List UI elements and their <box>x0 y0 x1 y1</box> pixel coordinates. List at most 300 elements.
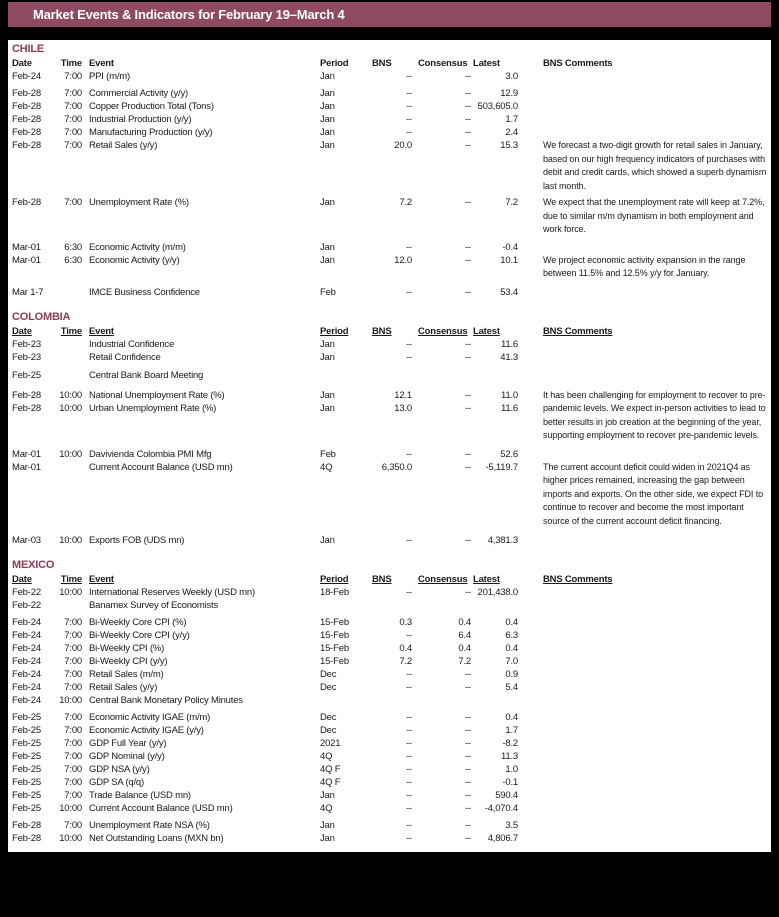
cell-date: Feb-24 <box>12 669 41 680</box>
cell-time: 7:00 <box>64 777 82 788</box>
event-row <box>10 724 518 737</box>
cell-time: 7:00 <box>64 114 82 125</box>
cell-consensus: -- <box>465 461 471 473</box>
cell-time: 7:00 <box>64 682 82 693</box>
cell-time <box>50 351 82 364</box>
column-header-comments: BNS Comments <box>543 574 613 585</box>
cell-event: Current Account Balance (USD mn) <box>89 803 233 814</box>
cell-time: 6:30 <box>64 241 82 253</box>
cell-bns: 13.0 <box>394 402 412 414</box>
event-row <box>10 711 518 724</box>
cell-date: Feb-25 <box>12 803 41 814</box>
event-row <box>10 599 518 612</box>
cell-consensus: 0.4 <box>458 617 471 628</box>
cell-bns: -- <box>406 630 412 641</box>
cell-comments: We expect that the unemployment rate will keep at 7.2%, due to similar m/m dynamism in both employment and work force. <box>543 197 765 234</box>
cell-time: 7:00 <box>64 790 82 801</box>
event-row <box>10 655 518 668</box>
event-group <box>10 241 769 254</box>
cell-latest: 2.4 <box>505 127 518 138</box>
cell-time: 10:00 <box>59 695 82 706</box>
cell-consensus: -- <box>465 114 471 125</box>
column-header-time: Time <box>60 325 82 337</box>
cell-latest: 0.4 <box>505 712 518 723</box>
cell-time: 7:00 <box>64 127 82 138</box>
cell-date: Mar 1-7 <box>12 286 44 298</box>
cell-latest: 53.4 <box>500 286 518 298</box>
sections-container <box>10 43 769 845</box>
cell-consensus: -- <box>465 402 471 414</box>
cell-bns: -- <box>406 712 412 723</box>
cell-time: 6:30 <box>64 254 82 266</box>
event-row <box>10 351 518 364</box>
cell-consensus: -- <box>465 777 471 788</box>
cell-period: Jan <box>320 114 335 125</box>
cell-date: Feb-23 <box>12 351 41 363</box>
cell-date: Mar-01 <box>12 241 41 253</box>
cell-event: Retail Confidence <box>89 351 161 363</box>
event-row <box>10 338 518 351</box>
cell-consensus: -- <box>465 88 471 99</box>
cell-period: 15-Feb <box>320 656 349 667</box>
cell-latest: 503,605.0 <box>477 101 518 112</box>
column-header-comments: BNS Comments <box>543 325 613 337</box>
cell-consensus: 7.2 <box>458 656 471 667</box>
cell-latest: 11.6 <box>501 402 518 414</box>
cell-latest: 1.7 <box>505 725 518 736</box>
cell-consensus: -- <box>465 790 471 801</box>
cell-bns: -- <box>406 351 412 363</box>
event-row <box>10 254 518 267</box>
cell-date: Feb-25 <box>12 738 41 749</box>
cell-bns: 7.2 <box>399 656 412 667</box>
event-group <box>10 461 769 529</box>
cell-bns: -- <box>406 820 412 831</box>
cell-bns: -- <box>406 587 412 598</box>
cell-bns <box>366 369 412 382</box>
cell-date: Feb-28 <box>12 402 41 414</box>
column-header-row <box>10 57 769 70</box>
event-row <box>10 402 518 415</box>
event-group <box>10 534 769 547</box>
cell-time <box>50 599 82 612</box>
cell-period: 4Q <box>320 751 333 762</box>
cell-period: Dec <box>320 669 337 680</box>
column-header-event: Event <box>89 58 114 69</box>
cell-period: 2021 <box>320 738 341 749</box>
cell-consensus: -- <box>465 738 471 749</box>
cell-latest: 6.3 <box>505 630 518 641</box>
event-row <box>10 776 518 789</box>
section-colombia <box>10 311 769 548</box>
cell-date: Feb-28 <box>12 197 41 208</box>
cell-date: Feb-28 <box>12 114 41 125</box>
event-group <box>10 338 769 364</box>
cell-event: GDP SA (q/q) <box>89 777 144 788</box>
cell-latest: 201,438.0 <box>477 587 518 598</box>
event-row <box>10 534 518 547</box>
cell-bns: 6,350.0 <box>381 461 412 473</box>
cell-event: Urban Unemployment Rate (%) <box>89 402 217 414</box>
cell-consensus: -- <box>465 587 471 598</box>
cell-event: Bi-Weekly CPI (%) <box>89 643 165 654</box>
cell-period: Jan <box>320 254 335 266</box>
column-header-period: Period <box>320 574 349 585</box>
cell-latest <box>471 694 518 707</box>
cell-time: 7:00 <box>64 630 82 641</box>
cell-bns: 0.3 <box>399 617 412 628</box>
event-row <box>10 461 518 474</box>
cell-time: 7:00 <box>64 712 82 723</box>
cell-bns: -- <box>406 777 412 788</box>
cell-time: 10:00 <box>59 448 82 460</box>
cell-latest: 10.1 <box>500 254 518 266</box>
cell-event: Economic Activity IGAE (m/m) <box>89 712 211 723</box>
cell-latest: -4,070.4 <box>484 803 518 814</box>
cell-date: Feb-25 <box>12 712 41 723</box>
cell-event: GDP NSA (y/y) <box>89 764 150 775</box>
event-group <box>10 87 769 139</box>
event-group <box>10 196 769 237</box>
cell-consensus: -- <box>465 682 471 693</box>
cell-bns: -- <box>406 88 412 99</box>
cell-consensus: -- <box>465 101 471 112</box>
cell-event: Bi-Weekly CPI (y/y) <box>89 656 168 667</box>
cell-consensus: -- <box>465 140 471 151</box>
cell-latest: 3.5 <box>505 820 518 831</box>
cell-event: Economic Activity (y/y) <box>89 254 180 266</box>
event-row <box>10 750 518 763</box>
cell-period: Dec <box>320 712 337 723</box>
cell-date: Feb-23 <box>12 338 41 350</box>
cell-consensus <box>412 694 471 707</box>
column-header-latest: Latest <box>473 574 500 585</box>
event-group <box>10 369 769 382</box>
cell-period: 15-Feb <box>320 643 349 654</box>
cell-event: Central Bank Board Meeting <box>89 369 204 381</box>
cell-date: Feb-24 <box>12 71 41 82</box>
cell-time: 7:00 <box>64 101 82 112</box>
cell-date: Mar-03 <box>12 535 41 546</box>
cell-latest: 5.4 <box>505 682 518 693</box>
cell-bns: -- <box>406 764 412 775</box>
cell-event: Copper Production Total (Tons) <box>89 101 214 112</box>
events-table-panel <box>8 40 771 852</box>
cell-period: Jan <box>320 402 335 414</box>
cell-latest: 0.9 <box>505 669 518 680</box>
cell-time: 7:00 <box>64 71 82 82</box>
event-row <box>10 832 518 845</box>
cell-consensus: -- <box>465 127 471 138</box>
cell-period: Jan <box>320 101 335 112</box>
column-header-time: Time <box>60 574 82 585</box>
event-row <box>10 70 518 83</box>
cell-period: Jan <box>320 535 335 546</box>
cell-bns: 12.0 <box>394 254 412 266</box>
cell-date: Feb-25 <box>12 751 41 762</box>
column-header-bns: BNS <box>372 58 392 69</box>
cell-consensus: 0.4 <box>458 643 471 654</box>
cell-time <box>50 369 82 382</box>
cell-bns: -- <box>406 114 412 125</box>
cell-bns: -- <box>406 790 412 801</box>
event-row <box>10 286 518 299</box>
cell-period: Dec <box>320 682 337 693</box>
cell-date: Feb-24 <box>12 656 41 667</box>
cell-time: 7:00 <box>64 643 82 654</box>
event-row <box>10 389 518 402</box>
cell-bns: 12.1 <box>394 389 412 401</box>
column-header-consensus: Consensus <box>418 58 468 69</box>
cell-date: Feb-28 <box>12 127 41 138</box>
cell-period: Jan <box>320 127 335 138</box>
cell-consensus: 6.4 <box>458 630 471 641</box>
cell-consensus <box>412 369 471 382</box>
cell-latest: 4,381.3 <box>487 535 518 546</box>
cell-date: Feb-25 <box>12 764 41 775</box>
cell-bns: -- <box>406 725 412 736</box>
event-row <box>10 763 518 776</box>
cell-consensus: -- <box>465 286 471 298</box>
cell-date: Feb-24 <box>12 643 41 654</box>
cell-event: Industrial Confidence <box>89 338 175 350</box>
cell-period: Jan <box>320 351 335 363</box>
event-row <box>10 586 518 599</box>
cell-time <box>50 338 82 351</box>
cell-period: Jan <box>320 338 335 350</box>
column-header-event: Event <box>89 325 114 337</box>
column-header-period: Period <box>320 58 349 69</box>
cell-period: Jan <box>320 833 335 844</box>
cell-consensus: -- <box>465 833 471 844</box>
cell-bns <box>366 694 412 707</box>
column-header-row <box>10 325 769 338</box>
cell-consensus: -- <box>465 197 471 208</box>
cell-bns: -- <box>406 71 412 82</box>
section-chile <box>10 43 769 299</box>
cell-event: Central Bank Monetary Policy Minutes <box>89 695 243 706</box>
cell-consensus: -- <box>465 820 471 831</box>
cell-event: Unemployment Rate (%) <box>89 197 189 208</box>
cell-bns: -- <box>406 833 412 844</box>
cell-bns: -- <box>406 751 412 762</box>
cell-time: 7:00 <box>64 88 82 99</box>
cell-period: 4Q <box>320 803 333 814</box>
cell-event: Unemployment Rate NSA (%) <box>89 820 210 831</box>
cell-event: Trade Balance (USD mn) <box>89 790 191 801</box>
cell-bns: 7.2 <box>399 197 412 208</box>
event-row <box>10 113 518 126</box>
cell-time <box>50 461 82 474</box>
event-row <box>10 616 518 629</box>
cell-consensus: -- <box>465 338 471 350</box>
event-row <box>10 629 518 642</box>
cell-latest: 52.6 <box>500 448 518 460</box>
cell-bns <box>366 599 412 612</box>
cell-latest: -5,119.7 <box>485 461 518 473</box>
cell-event: National Unemployment Rate (%) <box>89 389 225 401</box>
cell-date: Feb-28 <box>12 101 41 112</box>
cell-latest: -0.1 <box>502 777 518 788</box>
cell-bns: -- <box>406 682 412 693</box>
section-title: CHILE <box>12 43 45 55</box>
cell-period: 4Q <box>320 461 333 473</box>
cell-comments: We project economic activity expansion in the range between 11.5% and 12.5% y/y for January. <box>543 254 746 278</box>
cell-date: Feb-24 <box>12 617 41 628</box>
cell-latest: -8.2 <box>502 738 518 749</box>
cell-time: 7:00 <box>64 656 82 667</box>
cell-latest: 7.0 <box>505 656 518 667</box>
cell-date: Feb-28 <box>12 820 41 831</box>
event-row <box>10 139 518 152</box>
column-header-event: Event <box>89 574 114 585</box>
cell-latest: 41.3 <box>500 351 518 363</box>
cell-period: 15-Feb <box>320 630 349 641</box>
cell-bns: -- <box>406 241 412 253</box>
column-header-date: Date <box>12 325 32 337</box>
cell-period: Jan <box>320 241 335 253</box>
cell-date: Feb-24 <box>12 682 41 693</box>
event-row <box>10 694 518 707</box>
column-header-comments: BNS Comments <box>543 58 613 69</box>
report-title-bar <box>8 2 771 27</box>
cell-time: 10:00 <box>59 389 82 401</box>
cell-event: Economic Activity (m/m) <box>89 241 186 253</box>
cell-date: Feb-28 <box>12 88 41 99</box>
cell-period: 4Q F <box>320 764 341 775</box>
cell-consensus: -- <box>465 751 471 762</box>
cell-date: Feb-22 <box>12 587 41 598</box>
column-header-date: Date <box>12 58 32 69</box>
cell-period: Jan <box>320 820 335 831</box>
event-row <box>10 87 518 100</box>
event-row <box>10 819 518 832</box>
cell-comments: We forecast a two-digit growth for retail sales in January, based on our high frequency indicators of purchases with debit and credit cards, which showed a superb dynamism last month. <box>543 140 767 191</box>
cell-latest: 1.7 <box>505 114 518 125</box>
cell-event: GDP Full Year (y/y) <box>89 738 167 749</box>
cell-event: Davivienda Colombia PMI Mfg <box>89 448 212 460</box>
event-group <box>10 586 769 612</box>
cell-latest: -0.4 <box>502 241 518 253</box>
cell-period: Jan <box>320 790 335 801</box>
event-row <box>10 668 518 681</box>
event-row <box>10 241 518 254</box>
column-header-latest: Latest <box>473 58 500 69</box>
cell-period <box>316 369 366 382</box>
column-header-bns: BNS <box>372 574 392 585</box>
cell-bns: -- <box>406 669 412 680</box>
cell-period: Feb <box>320 448 336 460</box>
cell-date: Feb-25 <box>12 790 41 801</box>
column-header-period: Period <box>320 325 349 337</box>
cell-consensus: -- <box>465 669 471 680</box>
event-group <box>10 389 769 443</box>
column-header-date: Date <box>12 574 32 585</box>
cell-time: 10:00 <box>59 803 82 814</box>
cell-bns: -- <box>406 535 412 546</box>
event-group <box>10 819 769 845</box>
event-group <box>10 448 769 461</box>
column-header-time: Time <box>60 58 82 69</box>
report-title: Market Events & Indicators for February 19–March 4 <box>33 7 345 22</box>
cell-consensus: -- <box>465 71 471 82</box>
cell-time: 7:00 <box>64 197 82 208</box>
cell-bns: -- <box>406 286 412 298</box>
cell-bns: -- <box>406 803 412 814</box>
cell-consensus: -- <box>465 803 471 814</box>
cell-latest: 1.0 <box>505 764 518 775</box>
cell-date: Feb-28 <box>12 389 41 401</box>
cell-event: Commercial Activity (y/y) <box>89 88 188 99</box>
cell-consensus: -- <box>465 254 471 266</box>
cell-period <box>316 599 366 612</box>
cell-latest: 11.0 <box>501 389 518 401</box>
cell-time: 7:00 <box>64 725 82 736</box>
cell-bns: -- <box>406 101 412 112</box>
cell-bns: -- <box>406 127 412 138</box>
event-row <box>10 681 518 694</box>
cell-event: IMCE Business Confidence <box>89 286 200 298</box>
cell-comments: The current account deficit could widen in 2021Q4 as higher prices remained, increasing the gap between imports and exports. On the other side, we expect FDI to continue to recover and become the most important source of the current account deficit financing. <box>543 461 764 526</box>
cell-period <box>316 694 366 707</box>
cell-bns: -- <box>406 338 412 350</box>
cell-latest: 15.3 <box>500 140 518 151</box>
cell-event: Economic Activity IGAE (y/y) <box>89 725 204 736</box>
cell-consensus: -- <box>465 764 471 775</box>
cell-time: 10:00 <box>59 535 82 546</box>
cell-consensus: -- <box>465 712 471 723</box>
cell-time: 7:00 <box>64 764 82 775</box>
cell-date: Feb-22 <box>12 600 41 611</box>
cell-consensus: -- <box>465 389 471 401</box>
cell-date: Feb-28 <box>12 833 41 844</box>
event-row <box>10 789 518 802</box>
column-header-consensus: Consensus <box>418 325 468 337</box>
cell-bns: 20.0 <box>394 140 412 151</box>
cell-period: 15-Feb <box>320 617 349 628</box>
cell-event: Bi-Weekly Core CPI (%) <box>89 617 187 628</box>
cell-date: Feb-25 <box>12 777 41 788</box>
event-row <box>10 100 518 113</box>
cell-event: Industrial Production (y/y) <box>89 114 192 125</box>
cell-event: Net Outstanding Loans (MXN bn) <box>89 833 224 844</box>
cell-consensus: -- <box>465 535 471 546</box>
event-group <box>10 139 769 193</box>
cell-event: Retail Sales (y/y) <box>89 140 158 151</box>
cell-date: Feb-25 <box>12 369 41 381</box>
cell-latest <box>471 369 518 382</box>
cell-latest <box>471 599 518 612</box>
cell-time: 10:00 <box>59 587 82 598</box>
cell-period: Jan <box>320 71 335 82</box>
cell-latest: 0.4 <box>505 643 518 654</box>
event-row <box>10 802 518 815</box>
cell-consensus: -- <box>465 725 471 736</box>
cell-consensus: -- <box>465 241 471 253</box>
cell-time: 7:00 <box>64 140 82 151</box>
cell-bns: 0.4 <box>399 643 412 654</box>
event-group <box>10 616 769 707</box>
cell-bns: -- <box>406 738 412 749</box>
cell-latest: 11.6 <box>501 338 518 350</box>
cell-date: Mar-01 <box>12 254 41 266</box>
column-header-row <box>10 573 769 586</box>
cell-time: 7:00 <box>64 617 82 628</box>
cell-comments: It has been challenging for employment to recover to pre-pandemic levels. We expect in-person activities to lead to better results in job creation at the beginning of the year, supporting employment to recover pre-pandemic levels. <box>543 389 766 440</box>
column-header-consensus: Consensus <box>418 574 468 585</box>
cell-date: Mar-01 <box>12 448 41 460</box>
cell-event: Bi-Weekly Core CPI (y/y) <box>89 630 190 641</box>
